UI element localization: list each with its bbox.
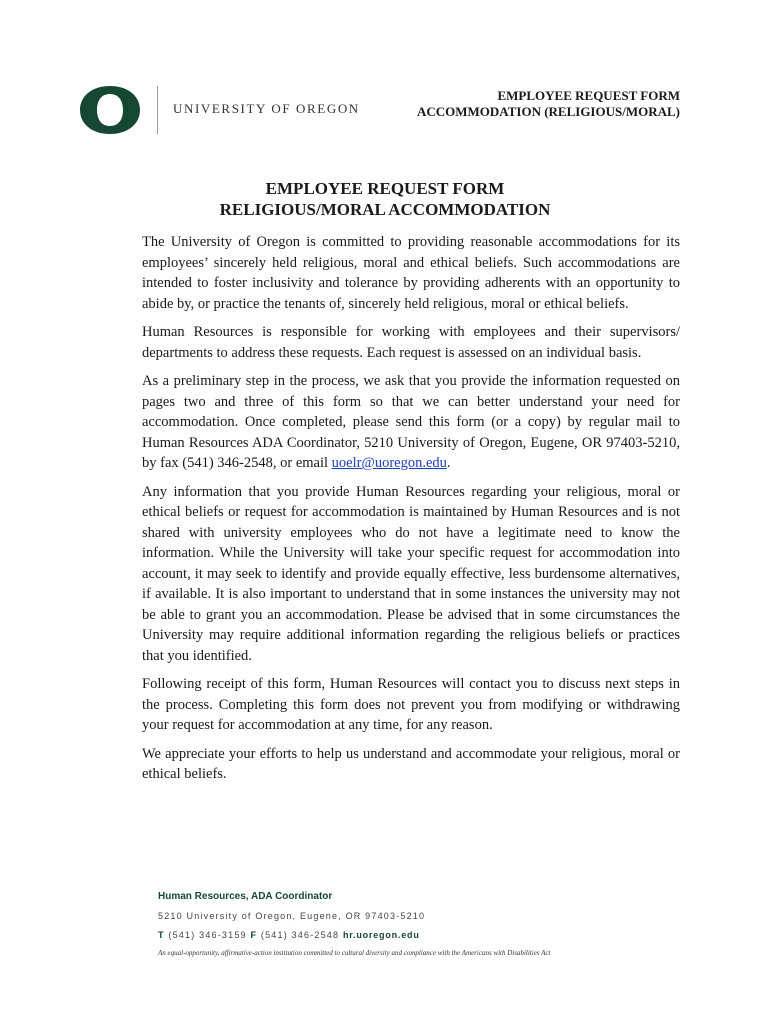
footer [158,891,550,957]
paragraph-appreciation: We appreciate your efforts to help us understand and accommodate your religious, moral or ethical beliefs. [142,745,680,782]
email-link[interactable]: uoelr@uoregon.edu [331,455,447,471]
paragraph-submission-instructions [142,371,680,474]
footer-department: Human Resources, ADA Coordinator [158,891,333,902]
document-title-line1: EMPLOYEE REQUEST FORM [265,179,505,198]
submission-text-end: . [446,455,451,471]
document-title-line2: RELIGIOUS/MORAL ACCOMMODATION [219,200,551,219]
header-title-line2: ACCOMMODATION (RELIGIOUS/MORAL) [416,104,680,119]
paragraph-hr-responsibility: Human Resources is responsible for working with employees and their supervisors/ departments to address these requests. Each request is assessed on an individual basis. [142,324,680,361]
header-form-title [417,88,680,120]
document-title [0,178,770,220]
website-link[interactable]: hr.uoregon.edu [342,930,420,940]
logo-divider [157,86,158,134]
footer-contact [158,930,550,940]
paragraph-confidentiality: Any information that you provide Human Resources regarding your religious, moral or ethical beliefs or request for accommodation is maintained by Human Resources and is not shared with university employees who do not have a legitimate need to know the information. While the University will take your specific request for accommodation into account, it may seek to identify and provide equally effective, less burdensome alternatives, if available. It is also important to understand that in some instances the university may not be able to grant you an accommodation. Please be advised that in some circumstances the University may require additional information regarding the religious beliefs or practices that you identified. [142,483,680,664]
footer-equal-opportunity-note: An equal-opportunity, affirmative-action institution committed to cultural diversity and compliance with the Americans with Disabilities Act [158,949,551,957]
paragraph-commitment: The University of Oregon is committed to providing reasonable accommodations for its employees’ sincerely held religious, moral and ethical beliefs. Such accommodations are intended to foster inclusivity and tolerance by providing adherents with an opportunity to abide by, or practice the tenants of, sincerely held religious, moral or ethical beliefs. [142,234,680,312]
phone-label: T [158,930,165,940]
fax-label: F [250,930,258,940]
paragraph-next-steps: Following receipt of this form, Human Resources will contact you to discuss next steps in the process. Completing this form does not prevent you from modifying or withdrawing your request for accommodation at any time, for any reason. [142,676,680,733]
university-name: UNIVERSITY OF OREGON [173,101,360,116]
phone-number: (541) 346-3159 [168,930,247,940]
header-title-line1: EMPLOYEE REQUEST FORM [497,88,680,103]
footer-address: 5210 University of Oregon, Eugene, OR 97403-5210 [158,911,426,921]
document-body [142,232,680,793]
fax-number: (541) 346-2548 [260,930,340,940]
university-o-logo-icon [80,86,140,134]
submission-text: As a preliminary step in the process, we ask that you provide the information requested on pages two and three of this form so that we can better understand your need for accommodation. Once completed, please send this form (or a copy) by regular mail to Human Resources ADA Coordinator, 5210 University of Oregon, Eugene, OR 97403-5210, by fax (541) 346-2548, or email [142,373,680,471]
